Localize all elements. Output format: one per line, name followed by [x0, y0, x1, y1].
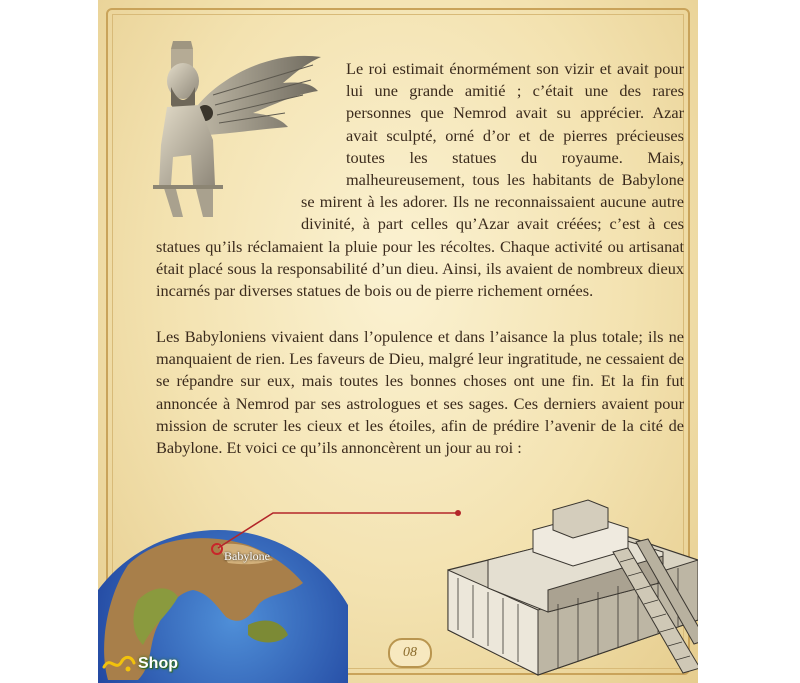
book-page [98, 0, 698, 683]
paragraph-vizir [156, 58, 684, 302]
swirl-logo-icon [102, 653, 136, 675]
shop-logo-text: Shop [138, 655, 178, 672]
shop-logo [102, 650, 178, 678]
paragraph-2-text: Les Babyloniens vivaient dans l’opulence et dans l’aisance la plus totale; ils ne manquaient de rien. Les faveurs de Dieu, malgré leur ingratitude, ne cessaient de se répandre sur eux, mais toutes les bonnes choses ont une fin. Et la fin fut annoncée à Nemrod par ses astrologues et ses sages. Ces derniers avaient pour mission de scruter les cieux et les étoiles, afin de prédire l’avenir de la cité de Babylone. Et voici ce qu’ils annoncèrent un jour au roi : [156, 327, 684, 458]
page-number-badge: 08 [388, 638, 432, 668]
paragraph-babyloniens [156, 326, 684, 459]
paragraph-1-text: Le roi estimait énormément son vizir et avait pour lui une grande amitié ; c’était une des rares personnes que Nemrod avait su apprécier. Azar avait sculpté, orné d’or et de pierres précieuses toutes les statues du royaume. Mais, malheureusement, tous les habitants de Babylone se mirent à les adorer. Ils ne reconnaissaient aucune autre divinité, à part celles qu’Azar avait créées; c’est à ces statues qu’ils réclamaient la pluie pour les récoltes. Chaque activité ou artisanat était placé sous la responsabilité d’un dieu. Ainsi, ils avaient de nombreux dieux incarnés par diverses statues de bois ou de pierre richement ornées. [156, 59, 684, 301]
babylone-map-label: Babylone [224, 549, 270, 563]
ziggurat-illustration [438, 490, 698, 683]
